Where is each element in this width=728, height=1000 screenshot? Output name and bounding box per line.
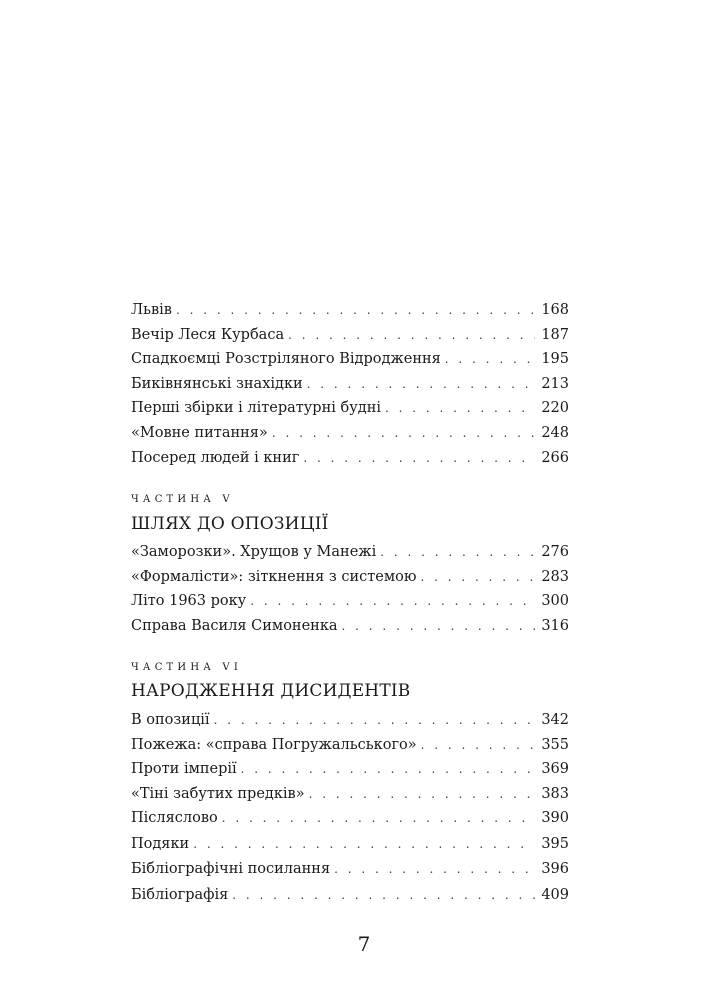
- toc-leader-dots: [445, 347, 536, 372]
- toc-entry-page: 248: [541, 424, 569, 441]
- toc-entry: [131, 540, 569, 565]
- toc-entry-title: В опозиції: [131, 712, 210, 728]
- toc-leader-dots: [380, 540, 535, 565]
- toc-entry-title: Перші збірки і літературні будні: [131, 400, 381, 417]
- toc-entry-page: 283: [541, 568, 569, 585]
- toc-leader-dots: [342, 614, 536, 639]
- toc-group-part-5: [131, 540, 569, 638]
- toc-entry-title: «Мовне питання»: [131, 424, 268, 441]
- toc-leader-dots: [303, 446, 535, 471]
- toc-entry-title: Післяслово: [131, 810, 218, 826]
- toc-entry: [131, 806, 569, 832]
- part-5-title: ШЛЯХ ДО ОПОЗИЦІЇ: [131, 514, 329, 534]
- page-number: 7: [357, 932, 371, 956]
- toc-entry-title: Посеред людей і книг: [131, 449, 300, 466]
- toc-entry-title: «Тіні забутих предків»: [131, 785, 305, 802]
- part-6-label: ЧАСТИНА VI: [131, 662, 242, 673]
- toc-entry: [131, 298, 569, 323]
- toc-group-back-matter: [131, 806, 569, 908]
- toc-entry: [131, 757, 569, 782]
- toc-entry-title: Проти імперії: [131, 761, 237, 778]
- toc-leader-dots: [421, 733, 536, 758]
- toc-leader-dots: [214, 708, 536, 733]
- toc-entry: [131, 589, 569, 614]
- toc-entry-page: 195: [541, 351, 569, 368]
- toc-entry-page: 276: [541, 544, 569, 560]
- part-5-label: ЧАСТИНА V: [131, 494, 234, 505]
- part-6-title: НАРОДЖЕННЯ ДИСИДЕНТІВ: [131, 681, 411, 701]
- toc-entry-title: Пожежа: «справа Погружальського»: [131, 736, 417, 753]
- toc-leader-dots: [232, 883, 535, 909]
- toc-leader-dots: [176, 298, 535, 323]
- toc-entry-page: 383: [541, 785, 569, 802]
- toc-entry-page: 220: [541, 400, 569, 417]
- toc-entry-title: Справа Василя Симоненка: [131, 617, 338, 634]
- toc-entry-title: Подяки: [131, 835, 190, 852]
- toc-entry: [131, 565, 569, 590]
- toc-leader-dots: [250, 589, 535, 614]
- toc-entry: [131, 396, 569, 421]
- toc-entry: [131, 782, 569, 807]
- toc-entry: [131, 883, 569, 909]
- toc-leader-dots: [309, 782, 536, 807]
- toc-entry-title: Бібліографія: [131, 886, 229, 903]
- toc-entry: [131, 372, 569, 397]
- toc-entry-page: 342: [541, 712, 569, 728]
- toc-leader-dots: [222, 806, 536, 832]
- toc-entry-page: 355: [541, 736, 569, 753]
- toc-entry: [131, 323, 569, 348]
- toc-entry-title: «Заморозки». Хрущов у Манежі: [131, 544, 377, 560]
- toc-entry: [131, 708, 569, 733]
- toc-entry-title: Львів: [131, 302, 172, 318]
- toc-entry-title: Літо 1963 року: [131, 593, 247, 610]
- toc-entry: [131, 446, 569, 471]
- toc-leader-dots: [420, 565, 535, 590]
- toc-entry: [131, 347, 569, 372]
- toc-entry: [131, 733, 569, 758]
- toc-entry-page: 300: [541, 593, 569, 610]
- toc-entry: [131, 614, 569, 639]
- toc-entry-page: 369: [541, 761, 569, 778]
- toc-entry: [131, 832, 569, 858]
- toc-entry-page: 316: [541, 617, 569, 634]
- toc-leader-dots: [288, 323, 535, 348]
- toc-entry-title: Спадкоємці Розстріляного Відродження: [131, 351, 441, 368]
- toc-entry-title: Биківнянські знахідки: [131, 375, 303, 392]
- toc-entry-title: «Формалісти»: зіткнення з системою: [131, 568, 417, 585]
- toc-entry-page: 266: [541, 449, 569, 466]
- toc-entry: [131, 421, 569, 446]
- toc-entry: [131, 857, 569, 883]
- toc-leader-dots: [307, 372, 536, 397]
- toc-entry-page: 213: [541, 375, 569, 392]
- toc-entry-page: 187: [541, 326, 569, 343]
- toc-group-continued: [131, 298, 569, 470]
- toc-leader-dots: [334, 857, 535, 883]
- toc-entry-page: 390: [541, 810, 569, 826]
- toc-leader-dots: [385, 396, 535, 421]
- toc-leader-dots: [193, 832, 535, 858]
- toc-entry-page: 395: [541, 835, 569, 852]
- toc-group-part-6: [131, 708, 569, 806]
- toc-entry-page: 168: [541, 302, 569, 318]
- toc-entry-title: Бібліографічні посилання: [131, 861, 331, 877]
- toc-leader-dots: [241, 757, 536, 782]
- toc-entry-page: 396: [541, 861, 569, 877]
- toc-entry-title: Вечір Леся Курбаса: [131, 326, 285, 343]
- toc-entry-page: 409: [541, 886, 569, 903]
- toc-leader-dots: [272, 421, 536, 446]
